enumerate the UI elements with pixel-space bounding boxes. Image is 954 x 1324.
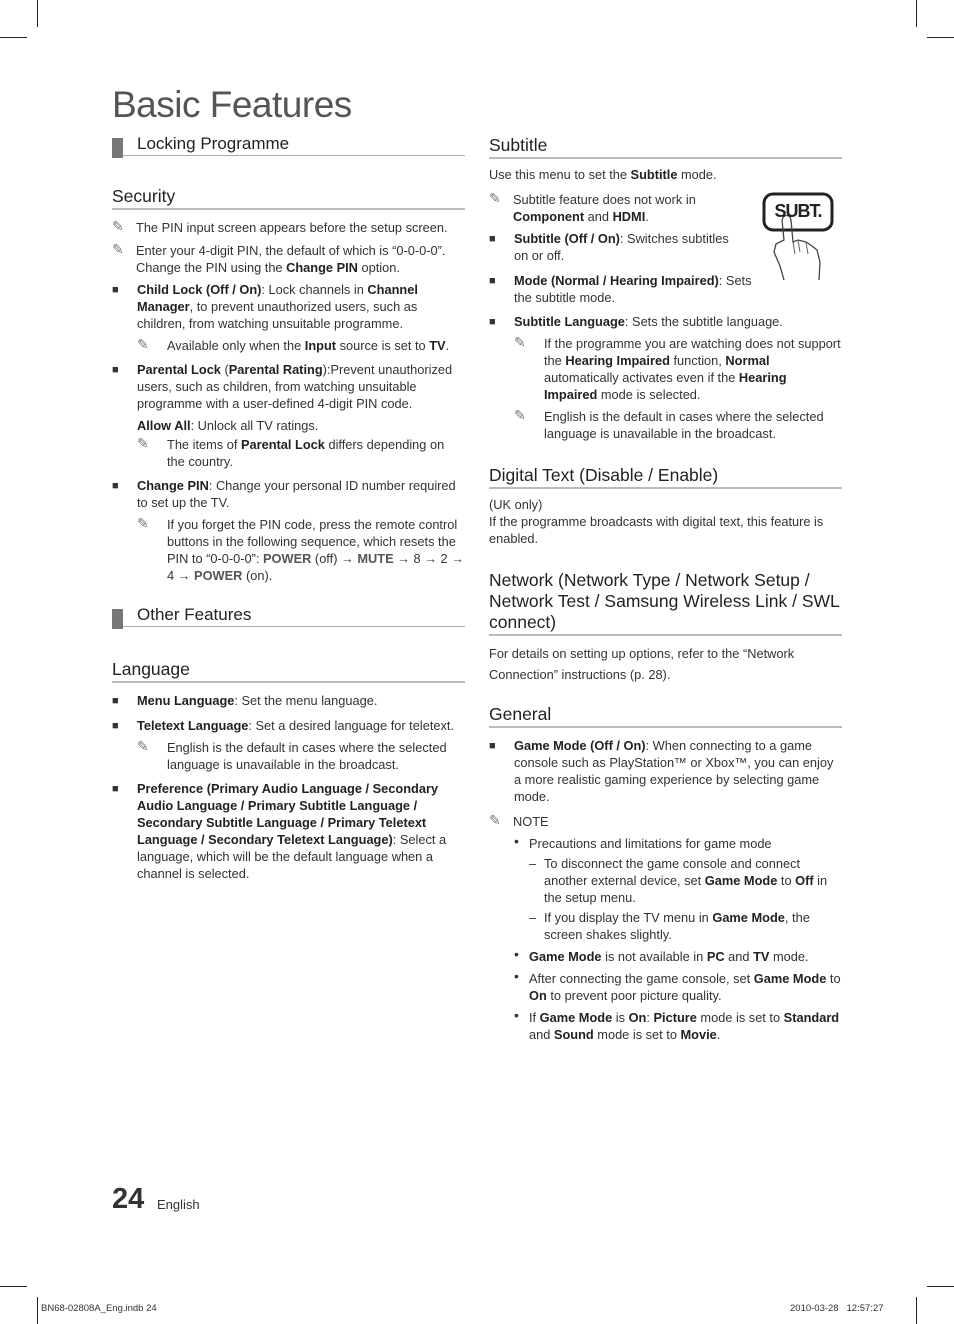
heading-language: Language — [112, 659, 465, 683]
pencil-note-icon: ✎ — [137, 435, 149, 451]
footer-filename: BN68-02808A_Eng.indb 24 — [41, 1303, 157, 1314]
sub-notes — [137, 739, 465, 773]
dot-bullet-icon: • — [514, 968, 519, 984]
sub-notes — [137, 337, 465, 354]
subt-button-label: SUBT. — [774, 201, 822, 221]
network-desc: For details on setting up options, refer to the “Network Connection” instructions (p. 28). — [489, 646, 795, 682]
note: ✎ The PIN input screen appears before the setup screen. — [112, 218, 448, 235]
pencil-note-icon: ✎ — [489, 812, 501, 828]
subt-button-illustration — [762, 192, 834, 284]
section-heading-locking: Locking Programme — [112, 135, 465, 156]
list-item: – To disconnect the game console and connect another external device, set Game Mode to Off in the setup menu. — [529, 856, 828, 905]
dash-list — [529, 855, 842, 943]
list-item: – If you display the TV menu in Game Mode, the screen shakes slightly. — [529, 910, 810, 942]
heading-bar — [112, 609, 123, 629]
left-column — [112, 134, 465, 882]
list-item-preference: ■ Preference (Primary Audio Language / Secondary Audio Language / Primary Subtitle Language / Secondary Subtitle Language / Primary Teletext Language / Secondary Teletext Language): Select a language, which will be the default language when a channel is selected. — [112, 781, 447, 881]
crop-mark — [37, 0, 38, 27]
sub-notes — [137, 436, 465, 470]
sub-notes — [514, 335, 842, 442]
crop-mark — [0, 37, 27, 38]
list-item: • After connecting the game console, set Game Mode to On to prevent poor picture quality. — [514, 968, 841, 1003]
list-item-game-mode: ■ Game Mode (Off / On): When connecting to a game console such as PlayStation™ or Xbox™, you can enjoy a more realistic gaming experience by selecting game mode. — [489, 738, 834, 804]
note: ✎ If you forget the PIN code, press the remote control buttons in the following sequence, which resets the PIN to “0-0-0-0”: POWER (off) → MUTE → 8 → 2 → 4 → POWER (on). — [137, 515, 465, 583]
pencil-note-icon: ✎ — [137, 515, 149, 531]
digital-uk-only: (UK only) — [489, 497, 543, 512]
list-item-child-lock: ■ Child Lock (Off / On): Lock channels in Channel Manager, to prevent unauthorized users, such as children, from watching unsuitable programme. — [112, 282, 418, 331]
list-item-menu-language: ■ Menu Language: Set the menu language. — [112, 693, 378, 708]
page-number: 24 — [112, 1183, 145, 1215]
list-item: • Game Mode is not available in PC and TV mode. — [514, 946, 809, 964]
dot-bullet-icon: • — [514, 833, 519, 849]
pencil-note-icon: ✎ — [514, 407, 526, 423]
square-bullet-icon: ■ — [112, 364, 119, 376]
pencil-note-icon: ✎ — [489, 190, 501, 206]
heading-network: Network (Network Type / Network Setup / Network Test / Samsung Wireless Link / SWL connect) — [489, 570, 842, 636]
note: ✎ The items of Parental Lock differs depending on the country. — [137, 435, 445, 469]
dash-icon: – — [529, 856, 537, 871]
pencil-note-icon: ✎ — [137, 738, 149, 754]
note: ✎ Enter your 4-digit PIN, the default of which is “0-0-0-0”. Change the PIN using the Change PIN option. — [112, 241, 446, 275]
crop-mark — [916, 0, 917, 27]
crop-mark — [916, 1297, 917, 1324]
list-item-subtitle-on-off: ■ Subtitle (Off / On): Switches subtitles on or off. — [489, 231, 729, 263]
page-language: English — [157, 1197, 200, 1212]
note: ✎ Available only when the Input source is set to TV. — [137, 336, 450, 353]
pencil-note-icon: ✎ — [514, 334, 526, 350]
list-item-parental-lock: ■ Parental Lock (Parental Rating):Prevent unauthorized users, such as children, from watching unsuitable programme with a user-defined 4-digit PIN code. — [112, 362, 453, 411]
note-label: ✎ NOTE — [489, 812, 549, 829]
sub-notes — [137, 516, 465, 584]
list-item-teletext-language: ■ Teletext Language: Set a desired language for teletext. — [112, 718, 455, 733]
heading-general: General — [489, 704, 842, 728]
square-bullet-icon: ■ — [112, 480, 119, 492]
note: ✎ English is the default in cases where the selected language is unavailable in the broadcast. — [514, 407, 824, 441]
list-item: • Precautions and limitations for game mode — [514, 833, 772, 851]
dot-bullet-icon: • — [514, 1007, 519, 1023]
list-item: • If Game Mode is On: Picture mode is set to Standard and Sound mode is set to Movie. — [514, 1007, 840, 1042]
square-bullet-icon: ■ — [489, 275, 496, 287]
list-item-mode: ■ Mode (Normal / Hearing Impaired): Sets the subtitle mode. — [489, 273, 752, 305]
pencil-note-icon: ✎ — [137, 336, 149, 352]
subtitle-intro: Use this menu to set the Subtitle mode. — [489, 167, 717, 182]
square-bullet-icon: ■ — [112, 695, 119, 707]
digital-text-desc: If the programme broadcasts with digital text, this feature is enabled. — [489, 514, 824, 546]
crop-mark — [37, 1297, 38, 1324]
list-item-change-pin: ■ Change PIN: Change your personal ID number required to set up the TV. — [112, 478, 456, 510]
note: ✎ Subtitle feature does not work in Component and HDMI. — [489, 190, 696, 224]
square-bullet-icon: ■ — [112, 720, 119, 732]
note-bullets — [514, 835, 842, 1043]
note: ✎ English is the default in cases where the selected language is unavailable in the broadcast. — [137, 738, 447, 772]
footer-timestamp: 2010-03-28 12:57:27 — [790, 1303, 884, 1314]
crop-mark — [927, 37, 954, 38]
section-heading-other-features: Other Features — [112, 606, 465, 627]
square-bullet-icon: ■ — [112, 284, 119, 296]
crop-mark — [0, 1286, 27, 1287]
heading-security: Security — [112, 186, 465, 210]
pencil-note-icon: ✎ — [112, 241, 124, 257]
crop-mark — [927, 1286, 954, 1287]
list-item-subtitle-language: ■ Subtitle Language: Sets the subtitle language. — [489, 314, 783, 329]
square-bullet-icon: ■ — [489, 740, 496, 752]
allow-all-text: Allow All: Unlock all TV ratings. — [137, 418, 319, 433]
note: ✎ If the programme you are watching does not support the Hearing Impaired function, Normal automatically activates even if the Hearing Impaired mode is selected. — [514, 334, 841, 402]
heading-subtitle: Subtitle — [489, 135, 842, 159]
square-bullet-icon: ■ — [489, 233, 496, 245]
heading-digital-text: Digital Text (Disable / Enable) — [489, 465, 842, 489]
square-bullet-icon: ■ — [112, 783, 119, 795]
square-bullet-icon: ■ — [489, 316, 496, 328]
heading-bar — [112, 138, 123, 158]
dot-bullet-icon: • — [514, 946, 519, 962]
dash-icon: – — [529, 910, 537, 925]
pencil-note-icon: ✎ — [112, 218, 124, 234]
page-title: Basic Features — [112, 84, 352, 125]
